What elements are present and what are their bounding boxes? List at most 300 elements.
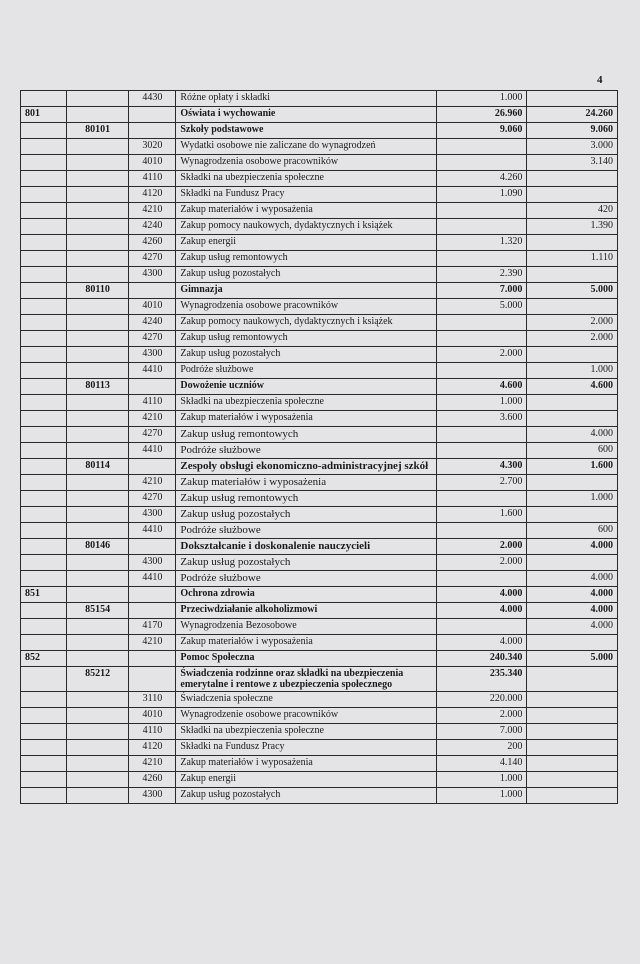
- zwiekszenia-cell: 5.000: [527, 651, 618, 667]
- zwiekszenia-cell: [527, 267, 618, 283]
- zmniejszenia-cell: 2.000: [436, 708, 527, 724]
- paragraf-cell: 3110: [129, 692, 176, 708]
- name-cell: Świadczenia społeczne: [176, 692, 436, 708]
- name-cell: Zakup pomocy naukowych, dydaktycznych i książek: [176, 219, 436, 235]
- paragraf-row: [21, 219, 618, 235]
- paragraf-row: [21, 187, 618, 203]
- zmniejszenia-cell: 240.340: [436, 651, 527, 667]
- dzial-cell: [21, 139, 67, 155]
- rozdzial-cell: [66, 692, 129, 708]
- zmniejszenia-cell: 1.600: [436, 507, 527, 523]
- name-cell: Świadczenia rodzinne oraz składki na ubezpieczenia emerytalne i rentowe z ubezpieczenia społecznego: [176, 667, 436, 692]
- name-cell: Szkoły podstawowe: [176, 123, 436, 139]
- paragraf-row: [21, 475, 618, 491]
- name-cell: Zakup energii: [176, 772, 436, 788]
- zmniejszenia-cell: 4.000: [436, 603, 527, 619]
- zwiekszenia-cell: 1.000: [527, 363, 618, 379]
- name-cell: Zakup usług remontowych: [176, 491, 436, 507]
- name-cell: Różne opłaty i składki: [176, 91, 436, 107]
- dzial-cell: [21, 603, 67, 619]
- name-cell: Podróże służbowe: [176, 363, 436, 379]
- paragraf-cell: 4210: [129, 756, 176, 772]
- zmniejszenia-cell: 1.000: [436, 91, 527, 107]
- name-cell: Zakup usług pozostałych: [176, 507, 436, 523]
- zmniejszenia-cell: [436, 139, 527, 155]
- zwiekszenia-cell: 4.000: [527, 587, 618, 603]
- rozdzial-cell: [66, 267, 129, 283]
- name-cell: Zakup energii: [176, 235, 436, 251]
- paragraf-row: [21, 395, 618, 411]
- dzial-cell: [21, 299, 67, 315]
- paragraf-row: [21, 139, 618, 155]
- zmniejszenia-cell: 7.000: [436, 283, 527, 299]
- name-cell: Zakup usług remontowych: [176, 251, 436, 267]
- zwiekszenia-cell: 3.140: [527, 155, 618, 171]
- zmniejszenia-cell: 3.600: [436, 411, 527, 427]
- rozdzial-cell: [66, 772, 129, 788]
- zwiekszenia-cell: 4.600: [527, 379, 618, 395]
- dzial-cell: [21, 395, 67, 411]
- rozdzial-cell: [66, 219, 129, 235]
- rozdzial-cell: [66, 331, 129, 347]
- zwiekszenia-cell: 420: [527, 203, 618, 219]
- dzial-cell: [21, 443, 67, 459]
- rozdzial-cell: [66, 555, 129, 571]
- zwiekszenia-cell: [527, 507, 618, 523]
- paragraf-cell: 4210: [129, 203, 176, 219]
- dzial-cell: [21, 219, 67, 235]
- dzial-cell: [21, 331, 67, 347]
- paragraf-cell: 4120: [129, 187, 176, 203]
- dzial-cell: [21, 155, 67, 171]
- paragraf-cell: 4300: [129, 267, 176, 283]
- name-cell: Zakup usług pozostałych: [176, 267, 436, 283]
- name-cell: Podróże służbowe: [176, 443, 436, 459]
- rozdzial-cell: 80146: [66, 539, 129, 555]
- dzial-cell: [21, 619, 67, 635]
- zmniejszenia-cell: 1.000: [436, 772, 527, 788]
- name-cell: Zakup usług remontowych: [176, 427, 436, 443]
- zmniejszenia-cell: [436, 491, 527, 507]
- zmniejszenia-cell: 7.000: [436, 724, 527, 740]
- name-cell: Składki na ubezpieczenia społeczne: [176, 395, 436, 411]
- paragraf-cell: 4430: [129, 91, 176, 107]
- zwiekszenia-cell: 4.000: [527, 539, 618, 555]
- rozdzial-cell: [66, 91, 129, 107]
- zwiekszenia-cell: [527, 667, 618, 692]
- name-cell: Zakup usług remontowych: [176, 331, 436, 347]
- rozdzial-cell: [66, 251, 129, 267]
- rozdzial-cell: [66, 347, 129, 363]
- dzial-cell: [21, 539, 67, 555]
- rozdzial-cell: [66, 427, 129, 443]
- dzial-cell: [21, 123, 67, 139]
- rozdzial-cell: [66, 708, 129, 724]
- name-cell: Zakup materiałów i wyposażenia: [176, 756, 436, 772]
- zwiekszenia-cell: [527, 724, 618, 740]
- rozdzial-cell: [66, 187, 129, 203]
- zmniejszenia-cell: 5.000: [436, 299, 527, 315]
- rozdzial-row: [21, 667, 618, 692]
- zmniejszenia-cell: [436, 315, 527, 331]
- name-cell: Zakup materiałów i wyposażenia: [176, 203, 436, 219]
- rozdzial-cell: 80101: [66, 123, 129, 139]
- dzial-cell: [21, 708, 67, 724]
- name-cell: Zakup materiałów i wyposażenia: [176, 475, 436, 491]
- zmniejszenia-cell: 2.000: [436, 539, 527, 555]
- zmniejszenia-cell: [436, 155, 527, 171]
- zmniejszenia-cell: 4.300: [436, 459, 527, 475]
- rozdzial-row: [21, 379, 618, 395]
- rozdzial-cell: [66, 315, 129, 331]
- paragraf-cell: 4260: [129, 235, 176, 251]
- paragraf-cell: 4110: [129, 395, 176, 411]
- zmniejszenia-cell: [436, 203, 527, 219]
- zmniejszenia-cell: 2.000: [436, 555, 527, 571]
- zmniejszenia-cell: 26.960: [436, 107, 527, 123]
- dzial-cell: [21, 379, 67, 395]
- zwiekszenia-cell: [527, 756, 618, 772]
- paragraf-cell: 4300: [129, 555, 176, 571]
- zmniejszenia-cell: 9.060: [436, 123, 527, 139]
- paragraf-row: [21, 619, 618, 635]
- paragraf-row: [21, 756, 618, 772]
- paragraf-row: [21, 155, 618, 171]
- paragraf-cell: [129, 107, 176, 123]
- rozdzial-cell: [66, 395, 129, 411]
- rozdzial-cell: [66, 724, 129, 740]
- paragraf-cell: [129, 379, 176, 395]
- name-cell: Dokształcanie i doskonalenie nauczycieli: [176, 539, 436, 555]
- paragraf-cell: 3020: [129, 139, 176, 155]
- zmniejszenia-cell: [436, 331, 527, 347]
- paragraf-row: [21, 443, 618, 459]
- rozdzial-cell: [66, 635, 129, 651]
- paragraf-cell: 4240: [129, 219, 176, 235]
- zwiekszenia-cell: 600: [527, 523, 618, 539]
- paragraf-cell: [129, 667, 176, 692]
- name-cell: Zakup materiałów i wyposażenia: [176, 411, 436, 427]
- dzial-cell: [21, 235, 67, 251]
- dzial-row: [21, 107, 618, 123]
- zwiekszenia-cell: 1.390: [527, 219, 618, 235]
- paragraf-cell: 4110: [129, 724, 176, 740]
- paragraf-row: [21, 571, 618, 587]
- dzial-cell: [21, 788, 67, 804]
- dzial-cell: [21, 91, 67, 107]
- paragraf-cell: 4210: [129, 635, 176, 651]
- paragraf-cell: [129, 459, 176, 475]
- zmniejszenia-cell: 4.140: [436, 756, 527, 772]
- name-cell: Wydatki osobowe nie zaliczane do wynagrodzeń: [176, 139, 436, 155]
- name-cell: Zakup usług pozostałych: [176, 788, 436, 804]
- rozdzial-cell: [66, 507, 129, 523]
- rozdzial-cell: [66, 203, 129, 219]
- zwiekszenia-cell: [527, 235, 618, 251]
- rozdzial-cell: [66, 411, 129, 427]
- dzial-cell: [21, 507, 67, 523]
- zmniejszenia-cell: [436, 427, 527, 443]
- dzial-cell: [21, 692, 67, 708]
- paragraf-row: [21, 235, 618, 251]
- zwiekszenia-cell: [527, 395, 618, 411]
- zmniejszenia-cell: 220.000: [436, 692, 527, 708]
- paragraf-row: [21, 171, 618, 187]
- rozdzial-cell: 85154: [66, 603, 129, 619]
- dzial-cell: [21, 756, 67, 772]
- rozdzial-cell: [66, 740, 129, 756]
- paragraf-row: [21, 427, 618, 443]
- zwiekszenia-cell: 9.060: [527, 123, 618, 139]
- rozdzial-cell: [66, 363, 129, 379]
- paragraf-cell: 4300: [129, 507, 176, 523]
- name-cell: Zakup materiałów i wyposażenia: [176, 635, 436, 651]
- zmniejszenia-cell: 2.700: [436, 475, 527, 491]
- paragraf-cell: 4410: [129, 443, 176, 459]
- paragraf-row: [21, 91, 618, 107]
- zmniejszenia-cell: 1.090: [436, 187, 527, 203]
- paragraf-cell: 4270: [129, 331, 176, 347]
- dzial-cell: [21, 427, 67, 443]
- paragraf-cell: 4210: [129, 411, 176, 427]
- rozdzial-cell: [66, 788, 129, 804]
- zmniejszenia-cell: 4.000: [436, 587, 527, 603]
- zmniejszenia-cell: [436, 251, 527, 267]
- paragraf-cell: 4010: [129, 155, 176, 171]
- zmniejszenia-cell: 4.260: [436, 171, 527, 187]
- zwiekszenia-cell: [527, 740, 618, 756]
- rozdzial-row: [21, 283, 618, 299]
- zwiekszenia-cell: 4.000: [527, 427, 618, 443]
- dzial-cell: [21, 491, 67, 507]
- name-cell: Wynagrodzenie osobowe pracowników: [176, 708, 436, 724]
- zmniejszenia-cell: [436, 363, 527, 379]
- name-cell: Wynagrodzenia osobowe pracowników: [176, 299, 436, 315]
- budget-changes-table: [20, 90, 618, 804]
- zwiekszenia-cell: 2.000: [527, 315, 618, 331]
- zmniejszenia-cell: 2.390: [436, 267, 527, 283]
- paragraf-cell: 4270: [129, 427, 176, 443]
- paragraf-row: [21, 635, 618, 651]
- paragraf-row: [21, 491, 618, 507]
- name-cell: Przeciwdziałanie alkoholizmowi: [176, 603, 436, 619]
- paragraf-row: [21, 692, 618, 708]
- table-body: [21, 91, 618, 804]
- dzial-cell: [21, 571, 67, 587]
- rozdzial-cell: 80113: [66, 379, 129, 395]
- rozdzial-cell: [66, 235, 129, 251]
- paragraf-cell: [129, 603, 176, 619]
- dzial-cell: [21, 171, 67, 187]
- rozdzial-cell: [66, 651, 129, 667]
- dzial-row: [21, 587, 618, 603]
- rozdzial-cell: [66, 475, 129, 491]
- paragraf-row: [21, 267, 618, 283]
- paragraf-row: [21, 772, 618, 788]
- zmniejszenia-cell: 200: [436, 740, 527, 756]
- dzial-cell: [21, 523, 67, 539]
- paragraf-row: [21, 555, 618, 571]
- paragraf-row: [21, 708, 618, 724]
- name-cell: Składki na Fundusz Pracy: [176, 740, 436, 756]
- paragraf-cell: 4210: [129, 475, 176, 491]
- paragraf-cell: 4240: [129, 315, 176, 331]
- paragraf-row: [21, 740, 618, 756]
- paragraf-row: [21, 363, 618, 379]
- name-cell: Dowożenie uczniów: [176, 379, 436, 395]
- name-cell: Pomoc Społeczna: [176, 651, 436, 667]
- zwiekszenia-cell: 5.000: [527, 283, 618, 299]
- paragraf-cell: 4300: [129, 347, 176, 363]
- paragraf-cell: 4260: [129, 772, 176, 788]
- name-cell: Składki na Fundusz Pracy: [176, 187, 436, 203]
- rozdzial-cell: [66, 443, 129, 459]
- name-cell: Zakup usług pozostałych: [176, 347, 436, 363]
- rozdzial-cell: [66, 299, 129, 315]
- zwiekszenia-cell: 2.000: [527, 331, 618, 347]
- paragraf-row: [21, 299, 618, 315]
- paragraf-cell: 4010: [129, 708, 176, 724]
- dzial-cell: [21, 772, 67, 788]
- dzial-row: [21, 651, 618, 667]
- paragraf-row: [21, 788, 618, 804]
- dzial-cell: [21, 267, 67, 283]
- zwiekszenia-cell: 4.000: [527, 619, 618, 635]
- zwiekszenia-cell: [527, 555, 618, 571]
- zmniejszenia-cell: 2.000: [436, 347, 527, 363]
- rozdzial-row: [21, 123, 618, 139]
- paragraf-cell: 4270: [129, 251, 176, 267]
- rozdzial-cell: [66, 523, 129, 539]
- rozdzial-cell: [66, 587, 129, 603]
- name-cell: Zakup usług pozostałych: [176, 555, 436, 571]
- name-cell: Wynagrodzenia osobowe pracowników: [176, 155, 436, 171]
- dzial-cell: 852: [21, 651, 67, 667]
- name-cell: Gimnazja: [176, 283, 436, 299]
- paragraf-row: [21, 411, 618, 427]
- dzial-cell: [21, 203, 67, 219]
- rozdzial-cell: [66, 756, 129, 772]
- paragraf-row: [21, 507, 618, 523]
- zwiekszenia-cell: [527, 347, 618, 363]
- name-cell: Zakup pomocy naukowych, dydaktycznych i książek: [176, 315, 436, 331]
- dzial-cell: [21, 347, 67, 363]
- dzial-cell: [21, 283, 67, 299]
- rozdzial-cell: 85212: [66, 667, 129, 692]
- paragraf-cell: [129, 283, 176, 299]
- paragraf-cell: [129, 539, 176, 555]
- rozdzial-cell: 80114: [66, 459, 129, 475]
- rozdzial-row: [21, 603, 618, 619]
- rozdzial-cell: 80110: [66, 283, 129, 299]
- name-cell: Wynagrodzenia Bezosobowe: [176, 619, 436, 635]
- rozdzial-cell: [66, 139, 129, 155]
- dzial-cell: [21, 635, 67, 651]
- dzial-cell: [21, 475, 67, 491]
- zmniejszenia-cell: 1.320: [436, 235, 527, 251]
- paragraf-cell: 4300: [129, 788, 176, 804]
- zwiekszenia-cell: 1.000: [527, 491, 618, 507]
- zmniejszenia-cell: [436, 571, 527, 587]
- zwiekszenia-cell: [527, 635, 618, 651]
- name-cell: Oświata i wychowanie: [176, 107, 436, 123]
- dzial-cell: [21, 411, 67, 427]
- paragraf-cell: [129, 587, 176, 603]
- paragraf-cell: 4410: [129, 571, 176, 587]
- rozdzial-cell: [66, 571, 129, 587]
- dzial-cell: 851: [21, 587, 67, 603]
- name-cell: Podróże służbowe: [176, 523, 436, 539]
- paragraf-cell: 4120: [129, 740, 176, 756]
- paragraf-row: [21, 523, 618, 539]
- rozdzial-row: [21, 539, 618, 555]
- dzial-cell: [21, 667, 67, 692]
- zmniejszenia-cell: 1.000: [436, 788, 527, 804]
- paragraf-row: [21, 347, 618, 363]
- zwiekszenia-cell: [527, 187, 618, 203]
- paragraf-cell: 4170: [129, 619, 176, 635]
- rozdzial-cell: [66, 491, 129, 507]
- zwiekszenia-cell: [527, 692, 618, 708]
- zmniejszenia-cell: [436, 443, 527, 459]
- dzial-cell: [21, 315, 67, 331]
- paragraf-cell: 4410: [129, 523, 176, 539]
- name-cell: Składki na ubezpieczenia społeczne: [176, 171, 436, 187]
- zmniejszenia-cell: 1.000: [436, 395, 527, 411]
- paragraf-row: [21, 724, 618, 740]
- dzial-cell: [21, 459, 67, 475]
- page-number: 4: [597, 74, 603, 86]
- zmniejszenia-cell: 235.340: [436, 667, 527, 692]
- zmniejszenia-cell: [436, 219, 527, 235]
- zmniejszenia-cell: [436, 619, 527, 635]
- rozdzial-cell: [66, 155, 129, 171]
- zwiekszenia-cell: 3.000: [527, 139, 618, 155]
- zwiekszenia-cell: [527, 788, 618, 804]
- zwiekszenia-cell: [527, 772, 618, 788]
- rozdzial-row: [21, 459, 618, 475]
- zwiekszenia-cell: 24.260: [527, 107, 618, 123]
- paragraf-row: [21, 315, 618, 331]
- zmniejszenia-cell: 4.600: [436, 379, 527, 395]
- zmniejszenia-cell: 4.000: [436, 635, 527, 651]
- zwiekszenia-cell: 1.110: [527, 251, 618, 267]
- name-cell: Ochrona zdrowia: [176, 587, 436, 603]
- rozdzial-cell: [66, 107, 129, 123]
- paragraf-row: [21, 203, 618, 219]
- rozdzial-cell: [66, 619, 129, 635]
- zwiekszenia-cell: [527, 708, 618, 724]
- paragraf-row: [21, 251, 618, 267]
- rozdzial-cell: [66, 171, 129, 187]
- dzial-cell: 801: [21, 107, 67, 123]
- dzial-cell: [21, 555, 67, 571]
- paragraf-cell: 4110: [129, 171, 176, 187]
- paragraf-row: [21, 331, 618, 347]
- zmniejszenia-cell: [436, 523, 527, 539]
- name-cell: Zespoły obsługi ekonomiczno-administracyjnej szkół: [176, 459, 436, 475]
- dzial-cell: [21, 724, 67, 740]
- zwiekszenia-cell: [527, 411, 618, 427]
- name-cell: Podróże służbowe: [176, 571, 436, 587]
- paragraf-cell: [129, 651, 176, 667]
- zwiekszenia-cell: [527, 475, 618, 491]
- zwiekszenia-cell: 4.000: [527, 571, 618, 587]
- zwiekszenia-cell: 1.600: [527, 459, 618, 475]
- dzial-cell: [21, 363, 67, 379]
- zwiekszenia-cell: 4.000: [527, 603, 618, 619]
- paragraf-cell: 4270: [129, 491, 176, 507]
